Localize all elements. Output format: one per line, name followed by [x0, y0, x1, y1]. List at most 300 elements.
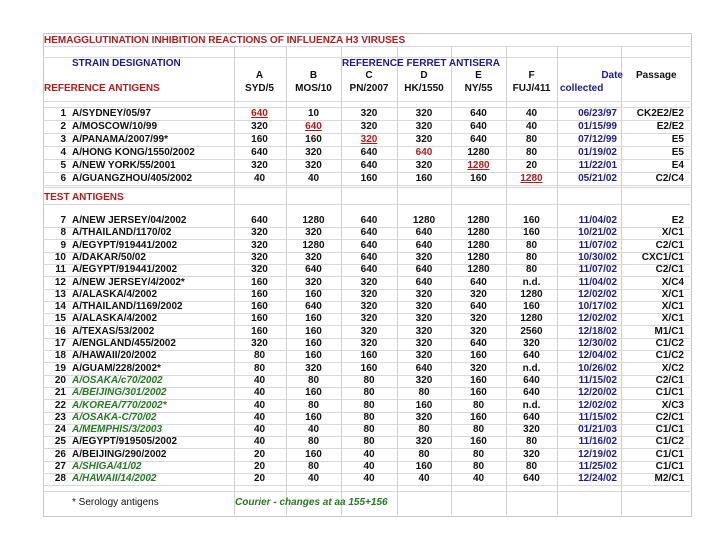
titer-value: 640	[470, 276, 487, 288]
titer-value: 320	[415, 411, 433, 423]
strain-name: A/EGYPT/919441/2002	[72, 239, 178, 251]
passage: C1/C1	[655, 424, 684, 436]
passage: X/C3	[661, 399, 684, 411]
antiserum-letter: E	[475, 70, 482, 81]
titer-value: 320	[415, 350, 433, 362]
titer-value: 160	[305, 411, 322, 423]
date-collected: 10/17/02	[578, 301, 617, 313]
titer-value: 320	[305, 251, 322, 263]
titer-value: 160	[415, 461, 433, 472]
titer-value: 80	[525, 134, 538, 145]
titer-value: 640	[415, 147, 433, 158]
titer-value: 640	[251, 108, 268, 119]
titer-value: 160	[360, 350, 378, 362]
titer-value: 1280	[467, 264, 490, 276]
antiserum-name: FUJ/411	[512, 83, 551, 94]
grid-line	[43, 101, 690, 102]
titer-value: 80	[472, 448, 485, 460]
grid-line	[621, 46, 622, 515]
titer-value: 320	[415, 121, 433, 132]
titer-value: 80	[307, 399, 320, 411]
titer-value: 80	[363, 436, 375, 448]
titer-value: 80	[472, 461, 485, 472]
titer-value: 640	[360, 227, 378, 239]
titer-value: 2560	[520, 325, 543, 337]
titer-value: 1280	[412, 215, 436, 226]
strain-name: A/HAWAII/14/2002	[72, 473, 157, 485]
titer-value: 320	[251, 251, 268, 263]
row-number: 27	[54, 461, 66, 472]
titer-value: 20	[253, 461, 266, 472]
titer-value: 40	[253, 411, 266, 423]
titer-value: 80	[363, 399, 375, 411]
date-collected: 12/18/02	[578, 325, 617, 337]
row-number: 7	[60, 215, 66, 226]
titer-value: 40	[525, 121, 538, 132]
titer-value: 640	[251, 215, 268, 226]
titer-value: 40	[363, 448, 375, 460]
titer-value: 640	[360, 147, 378, 158]
passage: C1/C2	[655, 436, 684, 448]
titer-value: 160	[251, 301, 268, 313]
date-collected: 05/21/02	[578, 173, 617, 184]
antiserum-name: MOS/10	[295, 83, 332, 94]
titer-value: 160	[470, 374, 487, 386]
titer-value: 320	[470, 325, 487, 337]
strain-name: A/NEW YORK/55/2001	[72, 160, 176, 171]
antisera-heading: REFERENCE FERRET ANTISERA	[342, 58, 500, 69]
row-number: 9	[60, 239, 66, 251]
row-number: 10	[54, 251, 66, 263]
row-number: 17	[54, 338, 66, 349]
date-collected: 06/23/97	[578, 108, 617, 119]
strain-name: A/EGYPT/919441/2002	[72, 264, 178, 276]
grid-line	[43, 46, 690, 47]
passage: X/C1	[661, 227, 684, 239]
date-collected: 12/19/02	[578, 448, 617, 460]
strain-name: A/HONG KONG/1550/2002	[72, 147, 195, 158]
titer-value: 320	[360, 121, 378, 132]
date-collected: 07/12/99	[578, 134, 617, 145]
titer-value: 80	[418, 387, 430, 399]
passage: C2/C1	[655, 411, 684, 423]
titer-value: 320	[251, 227, 268, 239]
titer-value: 160	[251, 288, 268, 300]
titer-value: 640	[415, 264, 433, 276]
row-number: 24	[54, 424, 66, 436]
strain-name: A/HAWAII/20/2002	[72, 350, 157, 362]
titer-value: 320	[251, 121, 268, 132]
antiserum-letter: D	[420, 70, 428, 81]
titer-value: 640	[360, 264, 378, 276]
strain-name: A/BEIJING/301/2002	[72, 387, 167, 399]
date-collected: 11/04/02	[578, 215, 617, 226]
date-collected: 11/22/01	[578, 160, 617, 171]
grid-line	[557, 46, 558, 515]
titer-value: 640	[470, 301, 487, 313]
passage: X/C1	[661, 288, 684, 300]
titer-value: 320	[305, 160, 322, 171]
row-number: 5	[60, 160, 66, 171]
titer-value: 160	[305, 313, 322, 325]
antiserum-name: NY/55	[464, 83, 493, 94]
date-collected: 10/30/02	[578, 251, 617, 263]
titer-value: 160	[305, 134, 322, 145]
row-number: 25	[54, 436, 66, 448]
row-number: 23	[54, 411, 66, 423]
titer-value: 320	[305, 227, 322, 239]
titer-value: 320	[251, 160, 268, 171]
strain-name: A/TEXAS/53/2002	[72, 325, 155, 337]
titer-value: 640	[305, 301, 322, 313]
titer-value: 160	[251, 276, 268, 288]
titer-value: 160	[305, 338, 322, 349]
titer-value: 40	[253, 173, 266, 184]
date-collected: 12/02/02	[578, 399, 617, 411]
titer-value: 160	[305, 288, 322, 300]
strain-name: A/NEW JERSEY/4/2002*	[72, 276, 185, 288]
row-number: 1	[60, 108, 66, 119]
passage: X/C2	[661, 362, 684, 374]
titer-value: 80	[363, 374, 375, 386]
titer-value: 40	[307, 473, 320, 485]
titer-value: 160	[523, 215, 540, 226]
titer-value: 640	[360, 251, 378, 263]
titer-value: 640	[360, 239, 378, 251]
row-number: 2	[60, 121, 66, 132]
row-number: 20	[54, 374, 66, 386]
titer-value: 640	[415, 362, 433, 374]
titer-value: 640	[523, 387, 540, 399]
strain-name: A/BEIJING/290/2002	[72, 448, 167, 460]
titer-value: 80	[525, 239, 538, 251]
date-collected: 11/07/02	[578, 239, 617, 251]
passage: X/C4	[661, 276, 684, 288]
strain-name: A/ALASKA/4/2002	[72, 288, 158, 300]
strain-name: A/GUAM/228/2002*	[72, 362, 161, 374]
table-title: HEMAGGLUTINATION INHIBITION REACTIONS OF INFLUENZA H3 VIRUSES	[44, 35, 406, 46]
date-collected: 12/04/02	[578, 350, 617, 362]
titer-value: 640	[523, 374, 540, 386]
passage: C2/C1	[655, 264, 684, 276]
date-collected: 12/02/02	[578, 288, 617, 300]
titer-value: 40	[363, 473, 375, 485]
strain-name: A/GUANGZHOU/405/2002	[72, 173, 193, 184]
date-collected: 12/20/02	[578, 387, 617, 399]
row-divider	[43, 485, 690, 486]
titer-value: 40	[418, 473, 430, 485]
titer-value: 160	[305, 448, 322, 460]
titer-value: 160	[415, 173, 433, 184]
titer-value: n.d.	[522, 276, 541, 288]
passage-header: Passage	[636, 70, 677, 81]
strain-name: A/DAKAR/50/02	[72, 251, 146, 263]
titer-value: 320	[415, 134, 433, 145]
strain-name: A/THAILAND/1169/2002	[72, 301, 183, 313]
row-number: 18	[54, 350, 66, 362]
row-number: 4	[60, 147, 66, 158]
titer-value: 160	[415, 399, 433, 411]
titer-value: 320	[415, 108, 433, 119]
antiserum-name: PN/2007	[349, 83, 389, 94]
titer-value: 1280	[467, 215, 490, 226]
titer-value: 320	[360, 134, 378, 145]
titer-value: 320	[470, 288, 487, 300]
titer-value: 80	[525, 264, 538, 276]
passage: C2/C1	[655, 374, 684, 386]
titer-value: 640	[415, 276, 433, 288]
titer-value: 40	[253, 399, 266, 411]
date-header-line1: Date	[601, 70, 623, 81]
titer-value: 640	[360, 160, 378, 171]
row-number: 6	[60, 173, 66, 184]
strain-name: A/THAILAND/1170/02	[72, 227, 172, 239]
titer-value: 320	[523, 338, 540, 349]
titer-value: 1280	[467, 227, 490, 239]
date-collected: 12/24/02	[578, 473, 617, 485]
grid-line	[43, 204, 690, 205]
titer-value: 160	[470, 387, 487, 399]
titer-value: 320	[360, 338, 378, 349]
row-number: 16	[54, 325, 66, 337]
date-collected: 01/15/99	[578, 121, 617, 132]
date-collected: 11/04/02	[578, 276, 617, 288]
passage: M1/C1	[654, 325, 684, 337]
titer-value: 640	[470, 108, 487, 119]
titer-value: 320	[251, 264, 268, 276]
titer-value: 40	[307, 424, 320, 436]
date-collected: 10/26/02	[578, 362, 617, 374]
titer-value: 1280	[467, 251, 490, 263]
titer-value: 160	[523, 301, 540, 313]
date-collected: 11/25/02	[578, 461, 617, 472]
titer-value: 160	[360, 362, 378, 374]
date-collected: 12/02/02	[578, 313, 617, 325]
titer-value: n.d.	[522, 399, 541, 411]
row-number: 19	[54, 362, 66, 374]
titer-value: 1280	[467, 160, 490, 171]
passage: CK2E2/E2	[636, 108, 684, 119]
row-number: 26	[54, 448, 66, 460]
antiserum-letter: A	[255, 70, 264, 81]
titer-value: 80	[307, 436, 320, 448]
antiserum-name: HK/1550	[404, 83, 444, 94]
passage: C1/C1	[655, 448, 684, 460]
titer-value: 80	[472, 424, 485, 436]
titer-value: 20	[253, 473, 266, 485]
titer-value: 80	[418, 448, 430, 460]
titer-value: 320	[415, 338, 433, 349]
strain-name: A/OSAKA-C/70/02	[72, 411, 157, 423]
titer-value: 40	[363, 461, 375, 472]
titer-value: 640	[251, 147, 268, 158]
strain-name: A/MEMPHIS/3/2003	[72, 424, 163, 436]
strain-name: A/NEW JERSEY/04/2002	[72, 215, 187, 226]
date-collected: 12/30/02	[578, 338, 617, 349]
row-number: 12	[54, 276, 66, 288]
passage: C1/C2	[655, 350, 684, 362]
titer-value: 160	[523, 227, 540, 239]
titer-value: 320	[523, 424, 540, 436]
titer-value: 80	[525, 251, 538, 263]
grid-line	[43, 187, 690, 188]
row-number: 8	[60, 227, 66, 239]
row-number: 28	[54, 473, 66, 485]
titer-value: 80	[253, 362, 266, 374]
row-divider	[43, 185, 690, 186]
titer-value: 320	[523, 448, 540, 460]
date-header-line2: collected	[560, 83, 604, 94]
row-number: 15	[54, 313, 66, 325]
strain-name: A/SYDNEY/05/97	[72, 108, 151, 119]
strain-name: A/ALASKA/4/2002	[72, 313, 158, 325]
titer-value: 160	[251, 134, 268, 145]
titer-value: 40	[253, 387, 266, 399]
strain-name: A/ENGLAND/455/2002	[72, 338, 176, 349]
grid-line	[43, 491, 690, 492]
titer-value: 160	[305, 325, 322, 337]
titer-value: 320	[470, 313, 487, 325]
titer-value: 320	[305, 362, 322, 374]
titer-value: 640	[523, 350, 540, 362]
titer-value: 80	[363, 411, 375, 423]
titer-value: 160	[360, 173, 378, 184]
titer-value: 40	[253, 374, 266, 386]
strain-name: A/MOSCOW/10/99	[72, 121, 158, 132]
date-collected: 01/21/03	[578, 424, 617, 436]
titer-value: 320	[360, 325, 378, 337]
test-antigens-label: TEST ANTIGENS	[44, 192, 124, 203]
passage: E5	[671, 134, 684, 145]
titer-value: 640	[305, 121, 322, 132]
passage: E5	[671, 147, 684, 158]
strain-name: A/PANAMA/2007/99*	[72, 134, 168, 145]
passage: C2/C4	[655, 173, 684, 184]
passage: C2/C1	[655, 239, 684, 251]
titer-value: 80	[525, 461, 538, 472]
titer-value: 1280	[520, 313, 543, 325]
titer-value: 160	[470, 173, 487, 184]
row-number: 13	[54, 288, 66, 300]
titer-value: 640	[470, 338, 487, 349]
antiserum-letter: B	[309, 70, 318, 81]
antiserum-letter: C	[365, 70, 373, 81]
strain-designation-heading: STRAIN DESIGNATION	[72, 58, 181, 69]
passage: E2/E2	[656, 121, 684, 132]
titer-value: 320	[415, 313, 433, 325]
titer-value: 80	[307, 374, 320, 386]
titer-value: 320	[470, 362, 487, 374]
antiserum-letter: F	[528, 70, 535, 81]
titer-value: 160	[251, 313, 268, 325]
reference-antigens-label: REFERENCE ANTIGENS	[44, 83, 160, 94]
titer-value: 320	[360, 276, 378, 288]
titer-value: 80	[418, 424, 430, 436]
footnote: * Serology antigens	[72, 497, 159, 508]
strain-name: A/EGYPT/919505/2002	[72, 436, 178, 448]
passage: E4	[671, 160, 684, 171]
passage: C1/C2	[655, 338, 684, 349]
titer-value: 640	[305, 264, 322, 276]
courier-note: Courier - changes at aa 155+156	[235, 497, 388, 508]
titer-value: 320	[251, 338, 268, 349]
titer-value: 1280	[520, 173, 543, 184]
titer-value: 80	[525, 147, 538, 158]
antiserum-name: SYD/5	[245, 83, 274, 94]
titer-value: 320	[415, 301, 433, 313]
titer-value: 320	[360, 301, 378, 313]
titer-value: 80	[307, 461, 320, 472]
passage: X/C1	[661, 301, 684, 313]
titer-value: 40	[525, 108, 538, 119]
titer-value: 320	[360, 108, 378, 119]
date-collected: 01/19/02	[578, 147, 617, 158]
strain-name: A/OSAKA/c70/2002	[72, 374, 163, 386]
titer-value: 1280	[302, 239, 325, 251]
titer-value: 160	[470, 436, 487, 448]
date-collected: 11/15/02	[578, 411, 617, 423]
titer-value: 160	[305, 387, 322, 399]
titer-value: 40	[253, 424, 266, 436]
titer-value: 160	[251, 325, 268, 337]
titer-value: 320	[415, 251, 433, 263]
date-collected: 11/15/02	[578, 374, 617, 386]
titer-value: 320	[305, 147, 322, 158]
passage: X/C1	[661, 313, 684, 325]
titer-value: 1280	[467, 147, 490, 158]
titer-value: 320	[305, 276, 322, 288]
titer-value: 640	[360, 215, 378, 226]
titer-value: 80	[363, 387, 375, 399]
row-number: 14	[54, 301, 66, 313]
passage: C1/C1	[655, 387, 684, 399]
titer-value: 10	[307, 108, 320, 119]
date-collected: 11/07/02	[578, 264, 617, 276]
titer-value: 40	[253, 436, 266, 448]
titer-value: n.d.	[522, 362, 541, 374]
titer-value: 640	[415, 239, 433, 251]
row-number: 3	[60, 134, 66, 145]
titer-value: 640	[470, 134, 487, 145]
titer-value: 160	[305, 350, 322, 362]
row-number: 22	[54, 399, 66, 411]
titer-value: 1280	[302, 215, 325, 226]
titer-value: 40	[472, 473, 485, 485]
titer-value: 20	[525, 160, 538, 171]
row-number: 21	[54, 387, 66, 399]
titer-value: 640	[523, 411, 540, 423]
titer-value: 20	[253, 448, 266, 460]
passage: C1/C1	[655, 461, 684, 472]
titer-value: 640	[415, 227, 433, 239]
titer-value: 80	[525, 436, 538, 448]
titer-value: 320	[251, 239, 268, 251]
titer-value: 1280	[467, 239, 490, 251]
titer-value: 160	[470, 411, 487, 423]
date-collected: 11/16/02	[578, 436, 617, 448]
titer-value: 320	[415, 374, 433, 386]
titer-value: 320	[360, 288, 378, 300]
passage: M2/C1	[654, 473, 684, 485]
strain-name: A/KOREA/770/2002*	[72, 399, 167, 411]
titer-value: 160	[470, 350, 487, 362]
passage: CXC1/C1	[641, 251, 684, 263]
titer-value: 320	[415, 436, 433, 448]
strain-name: A/SHIGA/41/02	[72, 461, 142, 472]
titer-value: 320	[415, 325, 433, 337]
passage: E2	[671, 215, 684, 226]
titer-value: 640	[470, 121, 487, 132]
